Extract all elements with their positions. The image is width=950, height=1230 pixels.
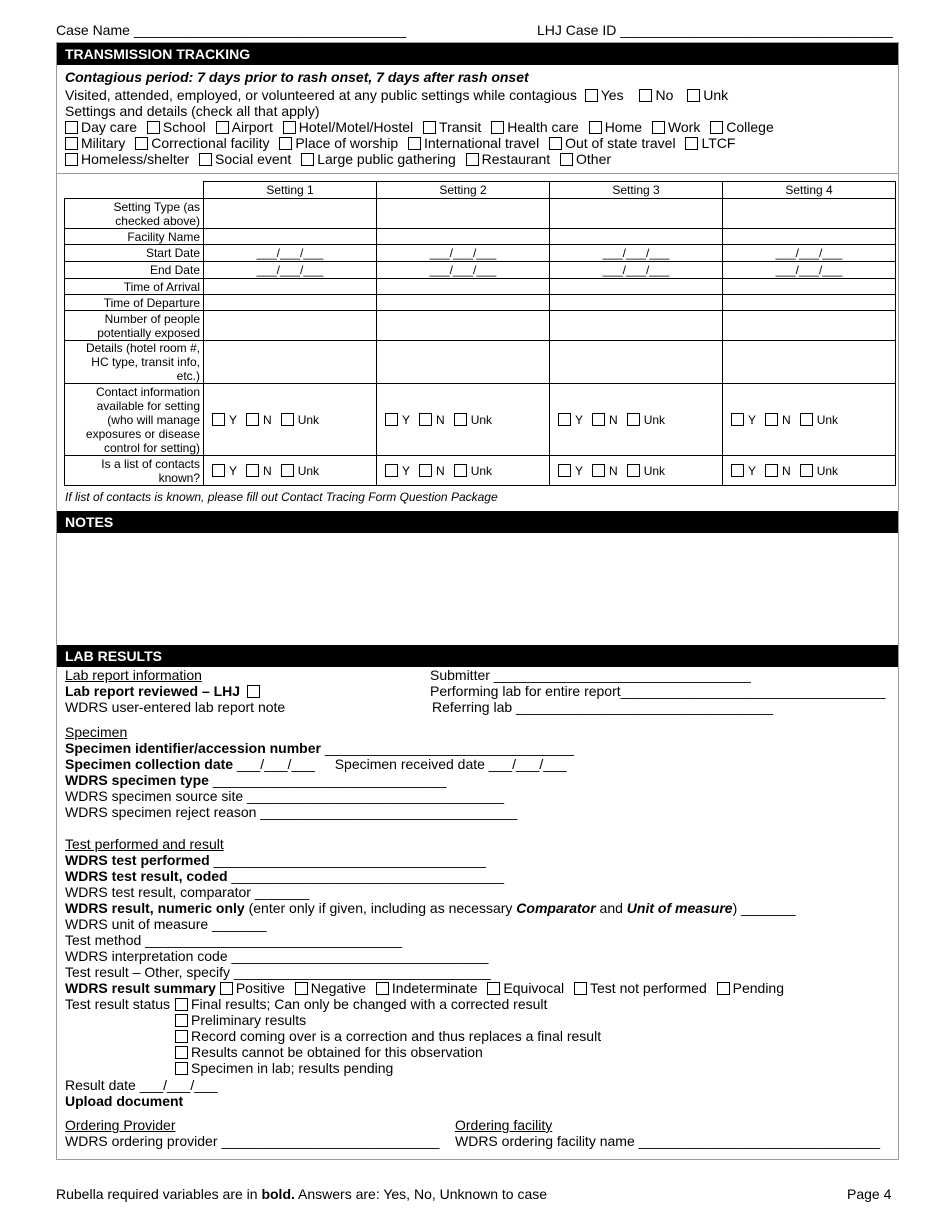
start-date-4[interactable]: ___/___/___ (723, 245, 896, 262)
visited-unk[interactable]: Unk (687, 87, 728, 103)
checkbox-icon[interactable] (175, 1030, 188, 1043)
test-result-other-field[interactable]: Test result – Other, specify _________________________________ (65, 964, 491, 980)
divider (57, 173, 898, 174)
setting-military[interactable]: Military (65, 135, 125, 151)
summary-indeterminate[interactable]: Indeterminate (376, 980, 478, 996)
setting-hotel[interactable]: Hotel/Motel/Hostel (283, 119, 413, 135)
checkbox-icon[interactable] (765, 464, 778, 477)
comparator-field[interactable]: WDRS test result, comparator _______ (65, 884, 310, 900)
contact-info-ynu-2: Y N Unk (377, 384, 550, 456)
checkbox-icon[interactable] (175, 1014, 188, 1027)
result-date-field[interactable]: Result date ___/___/___ (65, 1077, 218, 1093)
lhj-case-id-label: LHJ Case ID (537, 22, 617, 38)
wdrs-note[interactable]: WDRS user-entered lab report note (65, 699, 286, 715)
cell-input[interactable] (377, 311, 550, 341)
numeric-result-field[interactable]: WDRS result, numeric only (enter only if given, including as necessary Comparator and Unit of measure) _______ (65, 900, 796, 916)
visited-question-row (65, 87, 734, 103)
start-date-3[interactable]: ___/___/___ (550, 245, 723, 262)
checkbox-icon[interactable] (717, 982, 730, 995)
visited-yes[interactable]: Yes (585, 87, 624, 103)
ordering-provider-heading: Ordering Provider (65, 1117, 176, 1133)
interpretation-code-field[interactable]: WDRS interpretation code _________________________________ (65, 948, 489, 964)
row-label-time-departure: Time of Departure (65, 295, 204, 311)
lab-report-info-heading: Lab report information (65, 667, 202, 683)
checkbox-icon[interactable] (279, 137, 292, 150)
result-summary-row: WDRS result summary Positive Negative Indeterminate Equivocal Test not performed Pending (65, 980, 785, 996)
checkbox-icon[interactable] (558, 413, 571, 426)
checkbox-icon[interactable] (246, 464, 259, 477)
table-row (65, 199, 896, 229)
checkbox-icon[interactable] (685, 137, 698, 150)
received-date-field[interactable]: Specimen received date ___/___/___ (334, 756, 567, 772)
cell-input[interactable] (550, 229, 723, 245)
checkbox-icon[interactable] (301, 153, 314, 166)
checkbox-icon[interactable] (147, 121, 160, 134)
contact-info-ynu-1: Y N Unk (204, 384, 377, 456)
table-row (65, 295, 896, 311)
checkbox-icon[interactable] (199, 153, 212, 166)
contact-tracing-footnote: If list of contacts is known, please fill out Contact Tracing Form Question Package (65, 490, 498, 504)
setting-correctional[interactable]: Correctional facility (135, 135, 269, 151)
lhj-case-id-field[interactable] (537, 22, 893, 38)
cell-input[interactable] (377, 295, 550, 311)
setting-international-travel[interactable]: International travel (408, 135, 539, 151)
setting-homeless[interactable]: Homeless/shelter (65, 151, 189, 167)
checkbox-icon[interactable] (175, 998, 188, 1011)
checkbox-icon[interactable] (731, 464, 744, 477)
cell-input[interactable] (377, 341, 550, 384)
checkbox-icon[interactable] (652, 121, 665, 134)
table-row (65, 279, 896, 295)
setting-college[interactable]: College (710, 119, 773, 135)
checkbox-icon[interactable] (589, 121, 602, 134)
ordering-provider-field[interactable]: WDRS ordering provider ____________________________ (65, 1133, 440, 1149)
setting-ltcf[interactable]: LTCF (685, 135, 735, 151)
contact-list-ynu-1: Y N Unk (204, 456, 377, 486)
checkbox-icon[interactable] (454, 464, 467, 477)
checkbox-icon[interactable] (627, 413, 640, 426)
checkbox-icon[interactable] (385, 413, 398, 426)
row-label-details: Details (hotel room #, HC type, transit info, etc.) (65, 341, 204, 384)
setting-out-of-state[interactable]: Out of state travel (549, 135, 676, 151)
checkbox-icon[interactable] (574, 982, 587, 995)
case-name-field[interactable] (56, 22, 406, 38)
setting-work[interactable]: Work (652, 119, 700, 135)
setting-health-care[interactable]: Health care (491, 119, 579, 135)
checkbox-icon[interactable] (135, 137, 148, 150)
summary-equivocal[interactable]: Equivocal (487, 980, 564, 996)
contact-list-ynu-4: Y N Unk (723, 456, 896, 486)
setting-day-care[interactable]: Day care (65, 119, 137, 135)
setting-home[interactable]: Home (589, 119, 642, 135)
checkbox-icon[interactable] (175, 1062, 188, 1075)
reject-reason-field[interactable]: WDRS specimen reject reason _________________________________ (65, 804, 518, 820)
checkbox-icon[interactable] (592, 464, 605, 477)
unit-of-measure-field[interactable]: WDRS unit of measure _______ (65, 916, 267, 932)
row-label-start-date: Start Date (65, 245, 204, 262)
specimen-heading: Specimen (65, 724, 128, 740)
checkbox-icon[interactable] (281, 413, 294, 426)
table-row (65, 262, 896, 279)
checkbox-icon[interactable] (558, 464, 571, 477)
cell-input[interactable] (723, 341, 896, 384)
test-performed-field[interactable]: WDRS test performed ___________________________________ (65, 852, 487, 868)
row-label-end-date: End Date (65, 262, 204, 279)
checkbox-icon[interactable] (247, 685, 260, 698)
cell-input[interactable] (204, 341, 377, 384)
cell-input[interactable] (204, 295, 377, 311)
checkbox-icon[interactable] (592, 413, 605, 426)
status-preliminary[interactable]: Preliminary results (175, 1012, 306, 1028)
checkbox-icon[interactable] (627, 464, 640, 477)
checkbox-icon[interactable] (710, 121, 723, 134)
checkbox-icon[interactable] (376, 982, 389, 995)
checkbox-icon[interactable] (800, 413, 813, 426)
summary-test-not-performed[interactable]: Test not performed (574, 980, 707, 996)
cell-input[interactable] (204, 279, 377, 295)
referring-lab-field[interactable]: Referring lab _________________________________ (432, 699, 773, 715)
ordering-facility-heading: Ordering facility (455, 1117, 553, 1133)
summary-negative[interactable]: Negative (295, 980, 366, 996)
checkbox-icon[interactable] (408, 137, 421, 150)
cell-input[interactable] (723, 295, 896, 311)
notes-header: NOTES (57, 511, 898, 533)
checkbox-icon[interactable] (454, 413, 467, 426)
setting-restaurant[interactable]: Restaurant (466, 151, 550, 167)
transmission-tracking-header: TRANSMISSION TRACKING (57, 43, 898, 65)
test-method-field[interactable]: Test method _________________________________ (65, 932, 403, 948)
status-cannot-obtain[interactable]: Results cannot be obtained for this observation (175, 1044, 483, 1060)
visited-no[interactable]: No (639, 87, 673, 103)
source-site-field[interactable]: WDRS specimen source site _________________________________ (65, 788, 504, 804)
contagious-period: Contagious period: 7 days prior to rash onset, 7 days after rash onset (65, 69, 529, 85)
setting-airport[interactable]: Airport (216, 119, 273, 135)
setting-social-event[interactable]: Social event (199, 151, 291, 167)
footer-note: Rubella required variables are in bold. Answers are: Yes, No, Unknown to case (56, 1186, 548, 1202)
table-row (65, 456, 896, 486)
ordering-facility-field[interactable]: WDRS ordering facility name _______________________________ (455, 1133, 880, 1149)
checkbox-icon[interactable] (246, 413, 259, 426)
contact-list-ynu-3: Y N Unk (550, 456, 723, 486)
checkbox-icon[interactable] (423, 121, 436, 134)
table-row (65, 341, 896, 384)
checkbox-icon[interactable] (765, 413, 778, 426)
row-label-setting-type: Setting Type (as checked above) (65, 199, 204, 229)
lab-results-header: LAB RESULTS (57, 645, 898, 667)
status-pending[interactable]: Specimen in lab; results pending (175, 1060, 393, 1076)
checkbox-icon[interactable] (175, 1046, 188, 1059)
checkbox-icon[interactable] (639, 89, 652, 102)
settings-label: Settings and details (check all that apply) (65, 103, 320, 119)
table-row (65, 245, 896, 262)
checkbox-icon[interactable] (800, 464, 813, 477)
row-label-facility-name: Facility Name (65, 229, 204, 245)
table-row (65, 229, 896, 245)
specimen-type-field[interactable]: WDRS specimen type ______________________________ (65, 772, 447, 788)
checkbox-icon[interactable] (419, 413, 432, 426)
end-date-3[interactable]: ___/___/___ (550, 262, 723, 279)
checkbox-icon[interactable] (466, 153, 479, 166)
cell-input[interactable] (204, 199, 377, 229)
checkbox-icon[interactable] (295, 982, 308, 995)
cell-input[interactable] (377, 229, 550, 245)
notes-area[interactable] (57, 533, 898, 643)
checkbox-icon[interactable] (487, 982, 500, 995)
cell-input[interactable] (550, 295, 723, 311)
cell-input[interactable] (550, 199, 723, 229)
row-label-contact-info: Contact information available for setting (who will manage exposures or disease control for setting) (65, 384, 204, 456)
checkbox-icon[interactable] (385, 464, 398, 477)
checkbox-icon[interactable] (220, 982, 233, 995)
setting-transit[interactable]: Transit (423, 119, 481, 135)
upload-document[interactable]: Upload document (65, 1093, 184, 1109)
visited-question: Visited, attended, employed, or volunteered at any public settings while contagious (65, 87, 577, 103)
checkbox-icon[interactable] (491, 121, 504, 134)
page-number: Page 4 (847, 1186, 892, 1202)
checkbox-icon[interactable] (687, 89, 700, 102)
test-result-status-label: Test result status (65, 996, 171, 1012)
checkbox-icon[interactable] (212, 413, 225, 426)
table-row (65, 311, 896, 341)
checkbox-icon[interactable] (585, 89, 598, 102)
cell-input[interactable] (550, 279, 723, 295)
cell-input[interactable] (723, 279, 896, 295)
lab-report-reviewed: Lab report reviewed – LHJ (65, 683, 263, 699)
setting-other[interactable]: Other (560, 151, 611, 167)
contact-info-ynu-4: Y N Unk (723, 384, 896, 456)
cell-input[interactable] (723, 229, 896, 245)
settings-row-1 (65, 119, 780, 135)
cell-input[interactable] (550, 341, 723, 384)
contact-list-ynu-2: Y N Unk (377, 456, 550, 486)
cell-input[interactable] (723, 311, 896, 341)
summary-pending[interactable]: Pending (717, 980, 784, 996)
settings-table (64, 181, 896, 486)
col-setting-1: Setting 1 (204, 182, 377, 199)
checkbox-icon[interactable] (281, 464, 294, 477)
collection-date-field[interactable]: Specimen collection date ___/___/___ Specimen received date ___/___/___ (65, 756, 567, 772)
checkbox-icon[interactable] (549, 137, 562, 150)
row-label-contact-list: Is a list of contacts known? (65, 456, 204, 486)
col-setting-3: Setting 3 (550, 182, 723, 199)
end-date-1[interactable]: ___/___/___ (204, 262, 377, 279)
specimen-id-field[interactable]: Specimen identifier/accession number ________________________________ (65, 740, 575, 756)
test-performed-heading: Test performed and result (65, 836, 224, 852)
table-row (65, 384, 896, 456)
checkbox-icon[interactable] (65, 121, 78, 134)
end-date-2[interactable]: ___/___/___ (377, 262, 550, 279)
cell-input[interactable] (377, 199, 550, 229)
cell-input[interactable] (723, 199, 896, 229)
checkbox-icon[interactable] (283, 121, 296, 134)
row-label-num-people: Number of people potentially exposed (65, 311, 204, 341)
col-setting-4: Setting 4 (723, 182, 896, 199)
start-date-1[interactable]: ___/___/___ (204, 245, 377, 262)
cell-input[interactable] (204, 229, 377, 245)
cell-input[interactable] (204, 311, 377, 341)
status-final[interactable]: Final results; Can only be changed with a corrected result (175, 996, 547, 1012)
settings-row-3 (65, 151, 617, 167)
checkbox-icon[interactable] (65, 137, 78, 150)
summary-positive[interactable]: Positive (220, 980, 285, 996)
checkbox-icon[interactable] (419, 464, 432, 477)
setting-worship[interactable]: Place of worship (279, 135, 398, 151)
checkbox-icon[interactable] (216, 121, 229, 134)
row-label-time-arrival: Time of Arrival (65, 279, 204, 295)
cell-input[interactable] (550, 311, 723, 341)
submitter-field[interactable]: Submitter _________________________________ (430, 667, 751, 683)
test-result-coded-field[interactable]: WDRS test result, coded ___________________________________ (65, 868, 504, 884)
status-correction[interactable]: Record coming over is a correction and thus replaces a final result (175, 1028, 601, 1044)
start-date-2[interactable]: ___/___/___ (377, 245, 550, 262)
checkbox-icon[interactable] (731, 413, 744, 426)
col-setting-2: Setting 2 (377, 182, 550, 199)
lhj-case-id-blank: ___________________________________ (620, 22, 893, 38)
end-date-4[interactable]: ___/___/___ (723, 262, 896, 279)
contact-info-ynu-3: Y N Unk (550, 384, 723, 456)
checkbox-icon[interactable] (65, 153, 78, 166)
performing-lab-field[interactable]: Performing lab for entire report__________________________________ (430, 683, 886, 699)
checkbox-icon[interactable] (560, 153, 573, 166)
setting-large-gathering[interactable]: Large public gathering (301, 151, 456, 167)
case-name-label: Case Name (56, 22, 130, 38)
checkbox-icon[interactable] (212, 464, 225, 477)
case-name-blank: ___________________________________ (133, 22, 407, 38)
settings-row-2 (65, 135, 741, 151)
setting-school[interactable]: School (147, 119, 206, 135)
cell-input[interactable] (377, 279, 550, 295)
